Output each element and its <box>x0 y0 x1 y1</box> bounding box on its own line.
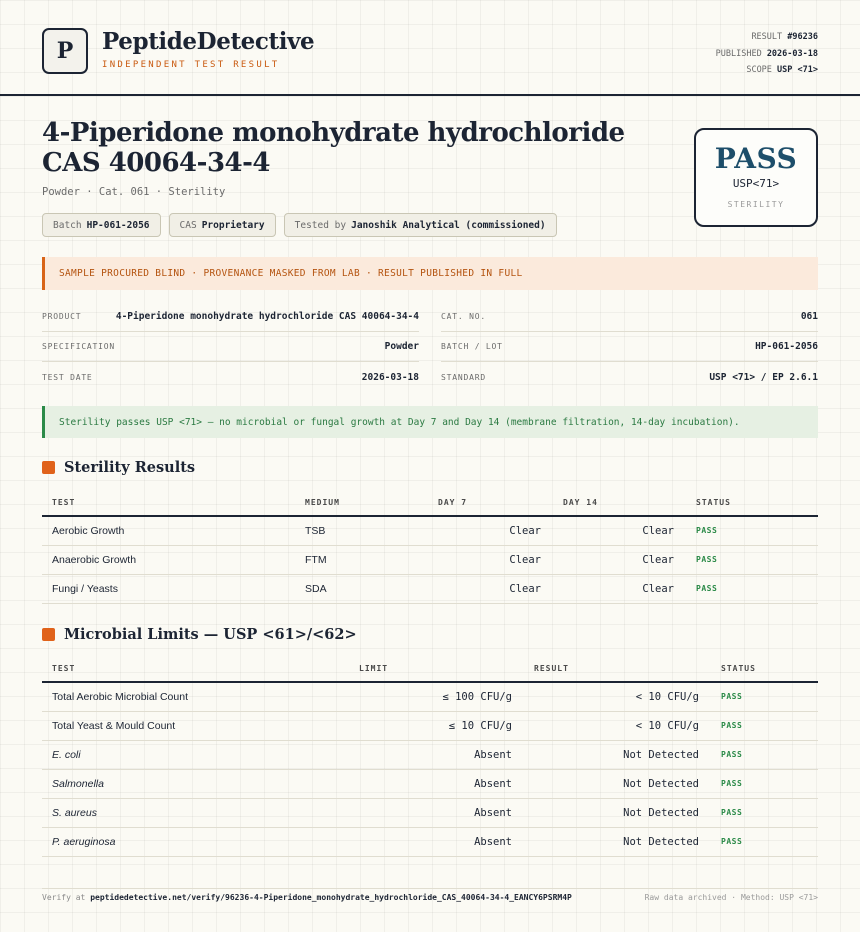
col-medium: MEDIUM <box>295 490 428 516</box>
table-row <box>42 574 818 603</box>
logo: P <box>42 28 88 74</box>
cell-result: Not Detected <box>524 769 711 798</box>
report-header <box>0 0 860 96</box>
detail-key: PRODUCT <box>42 312 82 321</box>
cell-limit: Absent <box>349 798 524 827</box>
sterility-table <box>42 490 818 604</box>
page-title: 4-Piperidone monohydrate hydrochloride CAS 40064-34-4 <box>42 118 625 178</box>
col-day14: DAY 14 <box>553 490 686 516</box>
status-badge: PASS <box>686 545 818 574</box>
verify-link[interactable]: peptidedetective.net/verify/96236-4-Piperidone_monohydrate_hydrochloride_CAS_40064-34-4_EANCY6PSRM4P <box>90 893 572 902</box>
cell-test: Anaerobic Growth <box>42 545 295 574</box>
tagline: INDEPENDENT TEST RESULT <box>102 60 280 70</box>
details-right <box>441 302 818 392</box>
cell-test: P. aeruginosa <box>42 827 349 856</box>
status-badge: PASS <box>711 682 818 711</box>
detail-key: CAT. NO. <box>441 312 486 321</box>
brand-name[interactable]: PeptideDetective <box>102 28 315 55</box>
blind-notice: SAMPLE PROCURED BLIND · PROVENANCE MASKED FROM LAB · RESULT PUBLISHED IN FULL <box>42 257 818 290</box>
status-badge: PASS <box>711 740 818 769</box>
product-chips <box>42 213 557 237</box>
detail-key: BATCH / LOT <box>441 342 503 351</box>
product-subtitle: Powder · Cat. 061 · Sterility <box>42 186 226 198</box>
cell-test: S. aureus <box>42 798 349 827</box>
section-microbial <box>42 626 357 643</box>
verify-line <box>42 893 572 902</box>
cell-limit: Absent <box>349 740 524 769</box>
table-row <box>42 827 818 856</box>
detail-value: 2026-03-18 <box>361 371 419 383</box>
cell-day14: Clear <box>553 545 686 574</box>
status-badge: PASS <box>711 798 818 827</box>
table-row <box>42 798 818 827</box>
detail-row <box>441 332 818 362</box>
meta-label: RESULT <box>751 32 783 42</box>
cell-day14: Clear <box>553 516 686 545</box>
meta-scope <box>716 62 818 79</box>
status-badge: PASS <box>711 827 818 856</box>
cell-test: Total Aerobic Microbial Count <box>42 682 349 711</box>
col-status: STATUS <box>711 656 818 682</box>
cell-day14: Clear <box>553 574 686 603</box>
chip-label: Batch <box>53 219 82 231</box>
detail-value: 061 <box>800 311 818 322</box>
chip-batch <box>42 213 161 237</box>
col-day7: DAY 7 <box>428 490 553 516</box>
chip-label: Tested by <box>294 219 347 231</box>
cell-day7: Clear <box>428 516 553 545</box>
table-row <box>42 516 818 545</box>
cell-result: < 10 CFU/g <box>524 711 711 740</box>
status-badge: PASS <box>711 711 818 740</box>
cell-test: Fungi / Yeasts <box>42 574 295 603</box>
detail-row <box>441 302 818 332</box>
section-title: Microbial Limits — USP <61>/<62> <box>64 626 357 643</box>
cell-medium: SDA <box>295 574 428 603</box>
col-result: RESULT <box>524 656 711 682</box>
meta-value: 2026-03-18 <box>766 48 818 59</box>
section-marker-icon <box>42 628 55 641</box>
detail-value: 4-Piperidone monohydrate hydrochloride CAS 40064-34-4 <box>115 311 419 322</box>
cell-test: Salmonella <box>42 769 349 798</box>
cell-result: < 10 CFU/g <box>524 682 711 711</box>
cell-limit: Absent <box>349 769 524 798</box>
detail-value: USP <71> / EP 2.6.1 <box>709 371 818 383</box>
verdict-word: PASS <box>714 142 798 175</box>
status-badge: PASS <box>711 769 818 798</box>
detail-row <box>42 362 419 392</box>
meta-published <box>716 46 818 63</box>
cell-test: Aerobic Growth <box>42 516 295 545</box>
table-row <box>42 545 818 574</box>
meta-value: USP <71> <box>777 65 818 75</box>
report-footer <box>42 888 818 902</box>
table-row <box>42 682 818 711</box>
detail-row <box>441 362 818 392</box>
chip-value: HP-061-2056 <box>86 219 150 231</box>
detail-key: SPECIFICATION <box>42 342 116 351</box>
detail-value: HP-061-2056 <box>755 341 818 352</box>
verify-label: Verify at <box>42 893 86 902</box>
col-test: TEST <box>42 656 349 682</box>
detail-row <box>42 302 419 332</box>
chip-cas <box>169 213 276 237</box>
section-marker-icon <box>42 461 55 474</box>
cell-result: Not Detected <box>524 740 711 769</box>
cell-limit: ≤ 100 CFU/g <box>349 682 524 711</box>
status-badge: PASS <box>686 516 818 545</box>
table-row <box>42 711 818 740</box>
section-sterility <box>42 459 195 476</box>
verdict-scope: USP<71> <box>732 177 780 190</box>
meta-value: #96236 <box>787 32 818 42</box>
cell-limit: Absent <box>349 827 524 856</box>
table-header-row <box>42 490 818 516</box>
detail-value: Powder <box>384 341 419 352</box>
col-limit: LIMIT <box>349 656 524 682</box>
detail-row <box>42 332 419 362</box>
footer-method: Raw data archived · Method: USP <71> <box>644 893 818 902</box>
result-meta <box>716 29 818 79</box>
microbial-table <box>42 656 818 857</box>
cell-day7: Clear <box>428 545 553 574</box>
cell-medium: TSB <box>295 516 428 545</box>
verdict-type: STERILITY <box>727 200 785 209</box>
status-badge: PASS <box>686 574 818 603</box>
chip-value: Proprietary <box>201 219 265 231</box>
cell-limit: ≤ 10 CFU/g <box>349 711 524 740</box>
chip-value: Janoshik Analytical (commissioned) <box>351 219 546 231</box>
table-row <box>42 740 818 769</box>
cell-test: Total Yeast & Mould Count <box>42 711 349 740</box>
summary-banner: Sterility passes USP <71> — no microbial or fungal growth at Day 7 and Day 14 (membrane filtration, 14-day incubation). <box>42 406 818 438</box>
chip-label: CAS <box>179 219 197 231</box>
verdict-badge <box>694 128 818 227</box>
table-header-row <box>42 656 818 682</box>
table-row <box>42 769 818 798</box>
detail-key: TEST DATE <box>42 372 93 382</box>
cell-result: Not Detected <box>524 798 711 827</box>
chip-tested-by <box>284 213 557 237</box>
col-status: STATUS <box>686 490 818 516</box>
meta-result <box>716 29 818 46</box>
details-left <box>42 302 419 392</box>
cell-day7: Clear <box>428 574 553 603</box>
col-test: TEST <box>42 490 295 516</box>
cell-result: Not Detected <box>524 827 711 856</box>
cell-test: E. coli <box>42 740 349 769</box>
detail-key: STANDARD <box>441 372 486 382</box>
meta-label: SCOPE <box>746 65 772 75</box>
cell-medium: FTM <box>295 545 428 574</box>
meta-label: PUBLISHED <box>715 48 762 59</box>
section-title: Sterility Results <box>64 459 196 476</box>
